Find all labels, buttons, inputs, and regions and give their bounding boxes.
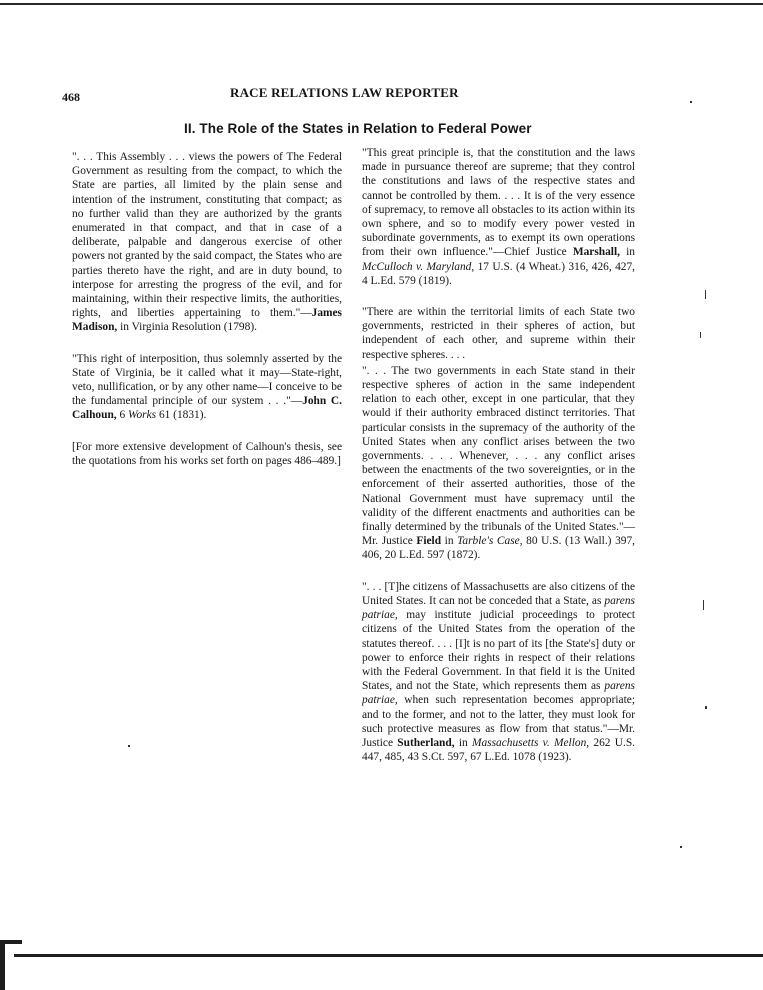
sutherland-author: Sutherland, <box>397 736 455 749</box>
top-rule <box>0 3 763 5</box>
sutherland-quote: ". . . [T]he citizens of Massachusetts are also citizens of the United States. It can not be conceded that a State, as parens patriae, may institute judicial proceedings to protect citizens of the United States from the operation of the statutes thereof. . . . [I]t is no part of its [the State's] duty or power to enforce their rights in respect of their relations with the Federal Government. In that field it is the United States, and not the State, which represents them as parens patriae, when such representation becomes appropriate; and to the former, and not to the latter, they must look for such protective measures as flow from that status."—Mr. Justice Sutherland, in Massachusetts v. Mellon, 262 U.S. 447, 485, 43 S.Ct. 597, 67 L.Ed. 1078 (1923). <box>362 580 635 764</box>
left-column <box>72 150 342 485</box>
field-case: Tarble's Case, <box>457 535 523 548</box>
marshall-quote: "This great principle is, that the constitution and the laws made in pursuance thereof are supreme; that they control the constitutions and laws of the respective states and cannot be controlled by them. . . . It is of the very essence of supremacy, to remove all obstacles to its action within its own sphere, and so to modify every power vested in subordinate governments, as to exempt its own operations from their own influence."—Chief Justice Marshall, in McCulloch v. Maryland, 17 U.S. (4 Wheat.) 316, 426, 427, 4 L.Ed. 579 (1819). <box>362 147 636 287</box>
calhoun-quote: "This right of interposition, thus solemnly asserted by the State of Virginia, be it called what it may—State-right, veto, nullification, or by any other name—I conceive to be the fundamental principle of our system . . ."—John C. Calhoun, 6 Works 61 (1831). <box>72 352 342 422</box>
running-head: RACE RELATIONS LAW REPORTER <box>230 85 459 100</box>
right-column <box>362 146 635 781</box>
page-number: 468 <box>62 90 80 104</box>
madison-quote: ". . . This Assembly . . . views the powers of The Federal Government as resulting from the compact, to which the State are parties, all limited by the plain sense and intention of the instrument, constituting that compact; as no further valid than they are authorized by the grants enumerated in that compact, and that in case of a deliberate, palpable and dangerous exercise of other powers not granted by the said compact, the States who are parties thereto have the right, and are in duty bound, to interpose for arresting the progress of the evil, and for maintaining, within their respective limits, the authorities, rights, and liberties appertaining to them."—James Madison, in Virginia Resolution (1798). <box>72 151 342 334</box>
field-quote-part-2: ". . . The two governments in each State stand in their respective spheres of action in the same independent relation to each other, except in one particular, that they would if their authority embraced distinct territories. That particular consists in the supremacy of the authority of the United States when any conflict arises between the two governments. . . . Whenever, . . . any conflict arises between the enactments of the two sovereignties, or in the enforcement of their asserted authorities, those of the National Government must have supremacy until the validity of the different enactments and authorities can be finally determined by the tribunals of the United States."—Mr. Justice Field in Tarble's Case, 80 U.S. (13 Wall.) 397, 406, 20 L.Ed. 597 (1872). <box>362 364 635 562</box>
scan-speck <box>705 290 706 299</box>
scan-speck <box>128 745 130 747</box>
section-title: II. The Role of the States in Relation to Federal Power <box>184 121 532 136</box>
scan-speck <box>705 706 707 709</box>
bottom-rule <box>14 954 763 957</box>
madison-author: James Madison, <box>72 307 342 334</box>
marshall-case: McCulloch v. Maryland, <box>362 260 475 273</box>
scan-speck <box>700 332 701 338</box>
scan-speck <box>703 600 704 610</box>
field-author: Field <box>416 535 442 548</box>
scan-speck <box>690 101 692 103</box>
marshall-author: Marshall, <box>572 246 620 259</box>
editor-note: [For more extensive development of Calhoun's thesis, see the quotations from his works set forth on pages 486–489.] <box>72 440 342 467</box>
calhoun-author: John C. Calhoun, <box>72 395 342 422</box>
field-quote-part-1: "There are within the territorial limits of each State two governments, restricted in their spheres of action, but independent of each other, and supreme within their respective spheres. . . . <box>362 306 635 361</box>
sutherland-case: Massachusetts v. Mellon, <box>471 736 590 749</box>
corner-mark <box>0 940 22 944</box>
scan-speck <box>680 846 682 848</box>
corner-mark <box>0 940 5 990</box>
